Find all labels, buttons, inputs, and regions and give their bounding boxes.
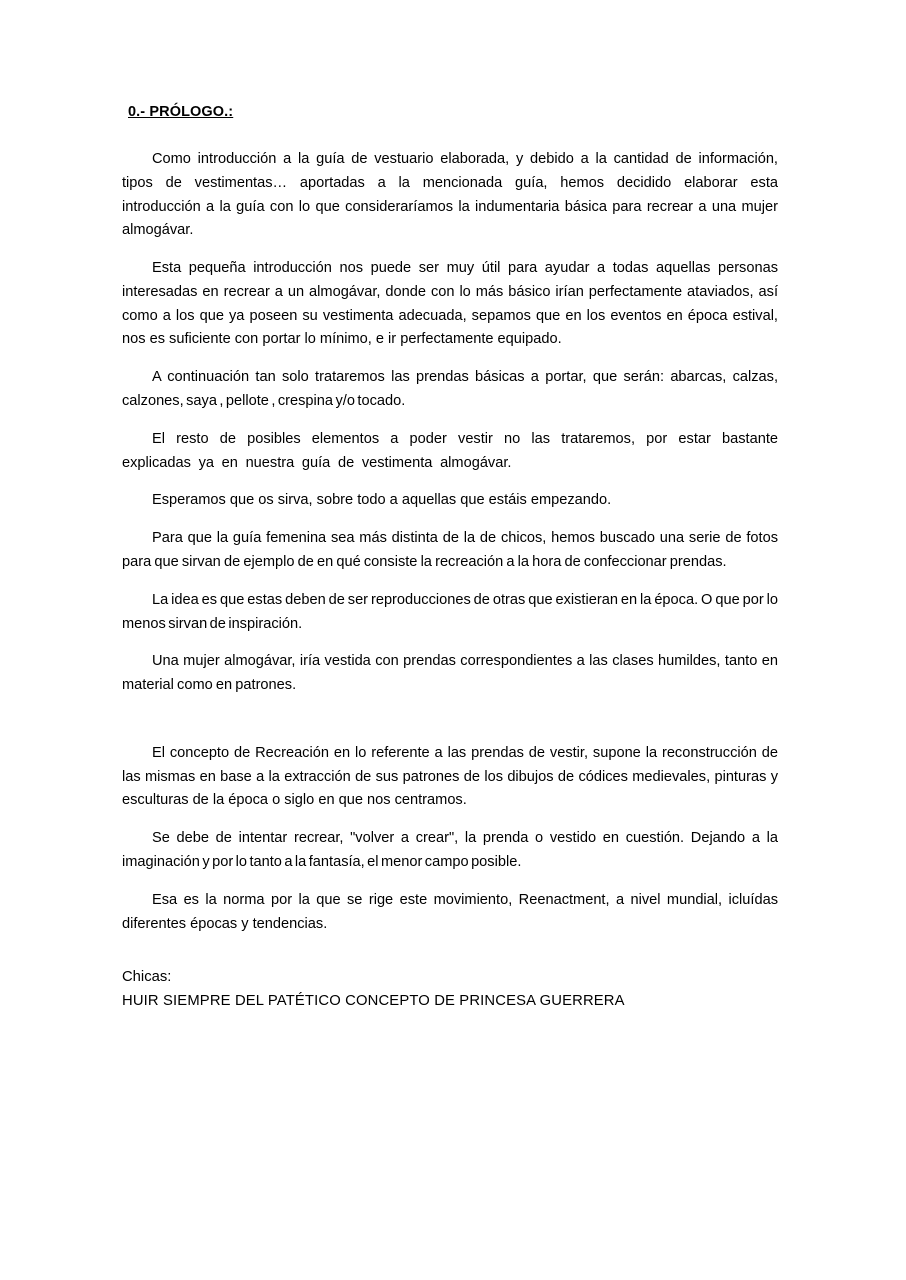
paragraph-5: Esperamos que os sirva, sobre todo a aquellas que estáis empezando. <box>152 492 612 509</box>
paragraph-3: A continuación tan solo trataremos las prendas básicas a portar, que serán: abarcas, calzas, calzones, saya , pellote , crespina y/o tocado. <box>122 369 778 410</box>
closing-block <box>122 966 778 1014</box>
document-body <box>122 104 778 1014</box>
paragraph-7: La idea es que estas deben de ser reproducciones de otras que existieran en la época. O que por lo menos sirvan de inspiración. <box>122 591 778 632</box>
section-spacer <box>122 698 778 742</box>
paragraph-8: Una mujer almogávar, iría vestida con prendas correspondientes a las clases humildes, tanto en material como en patrones. <box>122 653 778 694</box>
page-title: 0.- PRÓLOGO.: <box>128 104 234 120</box>
paragraph-9: El concepto de Recreación en lo referente a las prendas de vestir, supone la reconstrucción de las mismas en base a la extracción de sus patrones de los dibujos de códices medievales, pinturas y esculturas de la época o siglo en que nos centramos. <box>122 744 778 809</box>
closing-label: Chicas: <box>122 969 172 986</box>
paragraph-6: Para que la guía femenina sea más distinta de la de chicos, hemos buscado una serie de fotos para que sirvan de ejemplo de en qué consiste la recreación a la hora de confeccionar prendas. <box>122 530 778 570</box>
paragraph-4: El resto de posibles elementos a poder vestir no las trataremos, por estar bastante explicadas ya en nuestra guía de vestimenta almogávar. <box>122 430 778 471</box>
paragraph-10: Se debe de intentar recrear, "volver a crear", la prenda o vestido en cuestión. Dejando a la imaginación y por lo tanto a la fantasía, el menor campo posible. <box>122 830 778 870</box>
paragraph-1: Como introducción a la guía de vestuario elaborada, y debido a la cantidad de información, tipos de vestimentas… aportadas a la mencionada guía, hemos decidido elaborar esta introducción a la guía con lo que consideraríamos la indumentaria básica para recrear a una mujer almogávar. <box>122 151 778 239</box>
paragraph-2: Esta pequeña introducción nos puede ser muy útil para ayudar a todas aquellas personas interesadas en recrear a un almogávar, donde con lo más básico irían perfectamente ataviados, así como a los que ya poseen su vestimenta adecuada, sepamos que en los eventos en época estival, nos es suficiente con portar lo mínimo, e ir perfectamente equipado. <box>122 260 778 348</box>
title-spacer <box>122 120 778 148</box>
paragraph-11: Esa es la norma por la que se rige este movimiento, Reenactment, a nivel mundial, icluídas diferentes épocas y tendencias. <box>122 891 778 932</box>
closing-statement: HUIR SIEMPRE DEL PATÉTICO CONCEPTO DE PRINCESA GUERRERA <box>122 993 625 1010</box>
